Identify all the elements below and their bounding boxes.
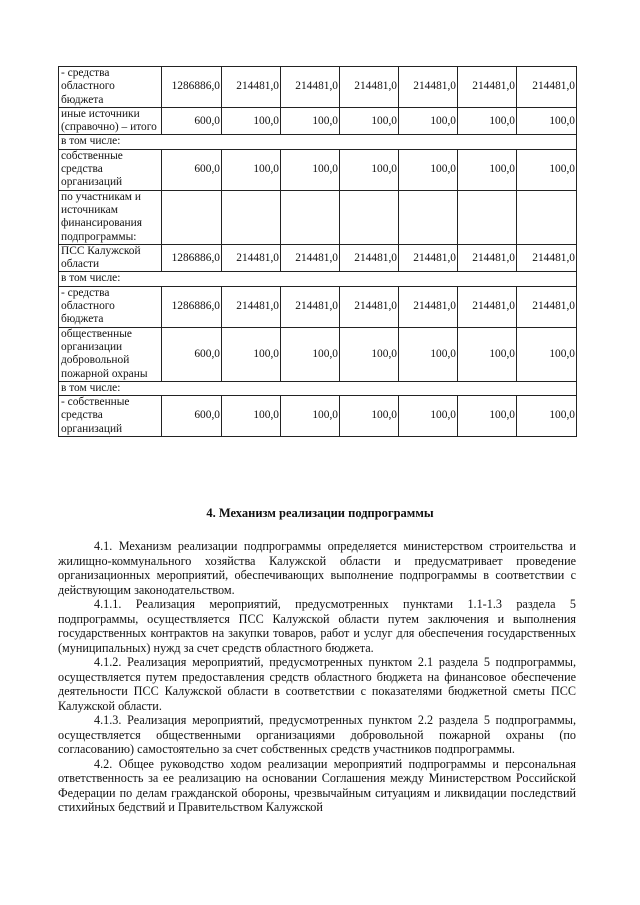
row-label: по участникам и источникам финансирования подпрограммы: bbox=[59, 190, 162, 244]
table-cell: 100,0 bbox=[281, 396, 340, 437]
table-cell: 100,0 bbox=[399, 149, 458, 190]
table-row bbox=[59, 107, 577, 135]
table-cell: 100,0 bbox=[458, 149, 517, 190]
table-cell: 100,0 bbox=[458, 107, 517, 135]
table-cell: 1286886,0 bbox=[162, 286, 222, 327]
table-cell: 100,0 bbox=[517, 149, 577, 190]
table-cell: 100,0 bbox=[281, 327, 340, 381]
table-cell: 100,0 bbox=[517, 396, 577, 437]
table-cell: 100,0 bbox=[458, 327, 517, 381]
table-cell: 100,0 bbox=[222, 107, 281, 135]
table-row bbox=[59, 244, 577, 272]
table-cell: 100,0 bbox=[399, 327, 458, 381]
table-cell: 100,0 bbox=[340, 327, 399, 381]
table-row bbox=[59, 190, 577, 244]
financing-table-body bbox=[59, 67, 577, 437]
table-row bbox=[59, 149, 577, 190]
table-cell bbox=[517, 190, 577, 244]
row-label: в том числе: bbox=[59, 381, 577, 395]
table-cell: 214481,0 bbox=[281, 67, 340, 108]
table-row bbox=[59, 272, 577, 286]
table-cell: 100,0 bbox=[340, 149, 399, 190]
table-cell bbox=[222, 190, 281, 244]
table-cell: 214481,0 bbox=[399, 244, 458, 272]
table-cell: 214481,0 bbox=[222, 244, 281, 272]
table-cell bbox=[458, 190, 517, 244]
paragraph-4-1: 4.1. Механизм реализации подпрограммы определяется министерством строительства и жилищно-коммунального хозяйства Калужской области и предусматривает проведение организационных мероприятий, обеспечивающих выполнение подпрограммы в соответствии с действующим законодательством. bbox=[58, 539, 576, 597]
table-cell: 214481,0 bbox=[281, 244, 340, 272]
table-cell bbox=[399, 190, 458, 244]
section-title: 4. Механизм реализации подпрограммы bbox=[206, 506, 434, 520]
table-cell: 214481,0 bbox=[399, 286, 458, 327]
table-cell bbox=[281, 190, 340, 244]
table-row bbox=[59, 67, 577, 108]
table-cell: 214481,0 bbox=[340, 67, 399, 108]
paragraph-4-1-2: 4.1.2. Реализация мероприятий, предусмотренных пунктом 2.1 раздела 5 подпрограммы, осуществляется путем предоставления средств областного бюджета на финансовое обеспечение деятельности ПСС Калужской области в соответствии с показателями бюджетной сметы ПСС Калужской области. bbox=[58, 655, 576, 713]
table-row bbox=[59, 327, 577, 381]
table-cell: 100,0 bbox=[340, 396, 399, 437]
table-cell: 214481,0 bbox=[340, 244, 399, 272]
row-label: в том числе: bbox=[59, 135, 577, 149]
table-row bbox=[59, 135, 577, 149]
table-cell: 214481,0 bbox=[281, 286, 340, 327]
row-label: общественные организации добровольной пожарной охраны bbox=[59, 327, 162, 381]
table-cell: 1286886,0 bbox=[162, 67, 222, 108]
table-cell bbox=[340, 190, 399, 244]
table-cell: 214481,0 bbox=[340, 286, 399, 327]
table-cell: 214481,0 bbox=[458, 286, 517, 327]
row-label: ПСС Калужской области bbox=[59, 244, 162, 272]
row-label: - средства областного бюджета bbox=[59, 67, 162, 108]
row-label: иные источники (справочно) – итого bbox=[59, 107, 162, 135]
table-cell: 100,0 bbox=[399, 107, 458, 135]
table-cell: 214481,0 bbox=[222, 67, 281, 108]
paragraph-4-1-1: 4.1.1. Реализация мероприятий, предусмотренных пунктами 1.1-1.3 раздела 5 подпрограммы, осуществляется ПСС Калужской области путем заключения и выполнения государственных контрактов на закупки товаров, работ и услуг для обеспечения государственных (муниципальных) нужд за счет средств областного бюджета. bbox=[58, 597, 576, 655]
table-cell: 100,0 bbox=[458, 396, 517, 437]
section-body bbox=[58, 539, 576, 815]
table-cell: 100,0 bbox=[340, 107, 399, 135]
row-label: - средства областного бюджета bbox=[59, 286, 162, 327]
table-cell: 600,0 bbox=[162, 396, 222, 437]
table-cell: 214481,0 bbox=[517, 244, 577, 272]
table-cell: 600,0 bbox=[162, 327, 222, 381]
table-cell: 100,0 bbox=[517, 327, 577, 381]
table-cell: 100,0 bbox=[281, 107, 340, 135]
table-cell: 100,0 bbox=[399, 396, 458, 437]
paragraph-4-2: 4.2. Общее руководство ходом реализации мероприятий подпрограммы и персональная ответственность за ее реализацию на основании Соглашения между Министерством Российской Федерации по делам гражданской обороны, чрезвычайным ситуациям и ликвидации последствий стихийных бедствий и Правительством Калужской bbox=[58, 756, 576, 814]
table-cell: 600,0 bbox=[162, 149, 222, 190]
table-cell bbox=[162, 190, 222, 244]
financing-table bbox=[58, 66, 577, 437]
table-cell: 214481,0 bbox=[399, 67, 458, 108]
table-cell: 100,0 bbox=[281, 149, 340, 190]
table-row bbox=[59, 396, 577, 437]
table-cell: 100,0 bbox=[222, 149, 281, 190]
table-row bbox=[59, 381, 577, 395]
table-row bbox=[59, 286, 577, 327]
table-cell: 1286886,0 bbox=[162, 244, 222, 272]
row-label: собственные средства организаций bbox=[59, 149, 162, 190]
table-cell: 214481,0 bbox=[458, 67, 517, 108]
table-cell: 214481,0 bbox=[517, 286, 577, 327]
table-cell: 100,0 bbox=[222, 396, 281, 437]
table-cell: 100,0 bbox=[517, 107, 577, 135]
table-cell: 214481,0 bbox=[517, 67, 577, 108]
table-cell: 100,0 bbox=[222, 327, 281, 381]
table-cell: 600,0 bbox=[162, 107, 222, 135]
row-label: - собственные средства организаций bbox=[59, 396, 162, 437]
table-cell: 214481,0 bbox=[458, 244, 517, 272]
row-label: в том числе: bbox=[59, 272, 577, 286]
table-cell: 214481,0 bbox=[222, 286, 281, 327]
paragraph-4-1-3: 4.1.3. Реализация мероприятий, предусмотренных пунктом 2.2 раздела 5 подпрограммы, осуществляется общественными организациями добровольной пожарной охраны (по согласованию) самостоятельно за счет собственных средств участников подпрограммы. bbox=[58, 713, 576, 756]
